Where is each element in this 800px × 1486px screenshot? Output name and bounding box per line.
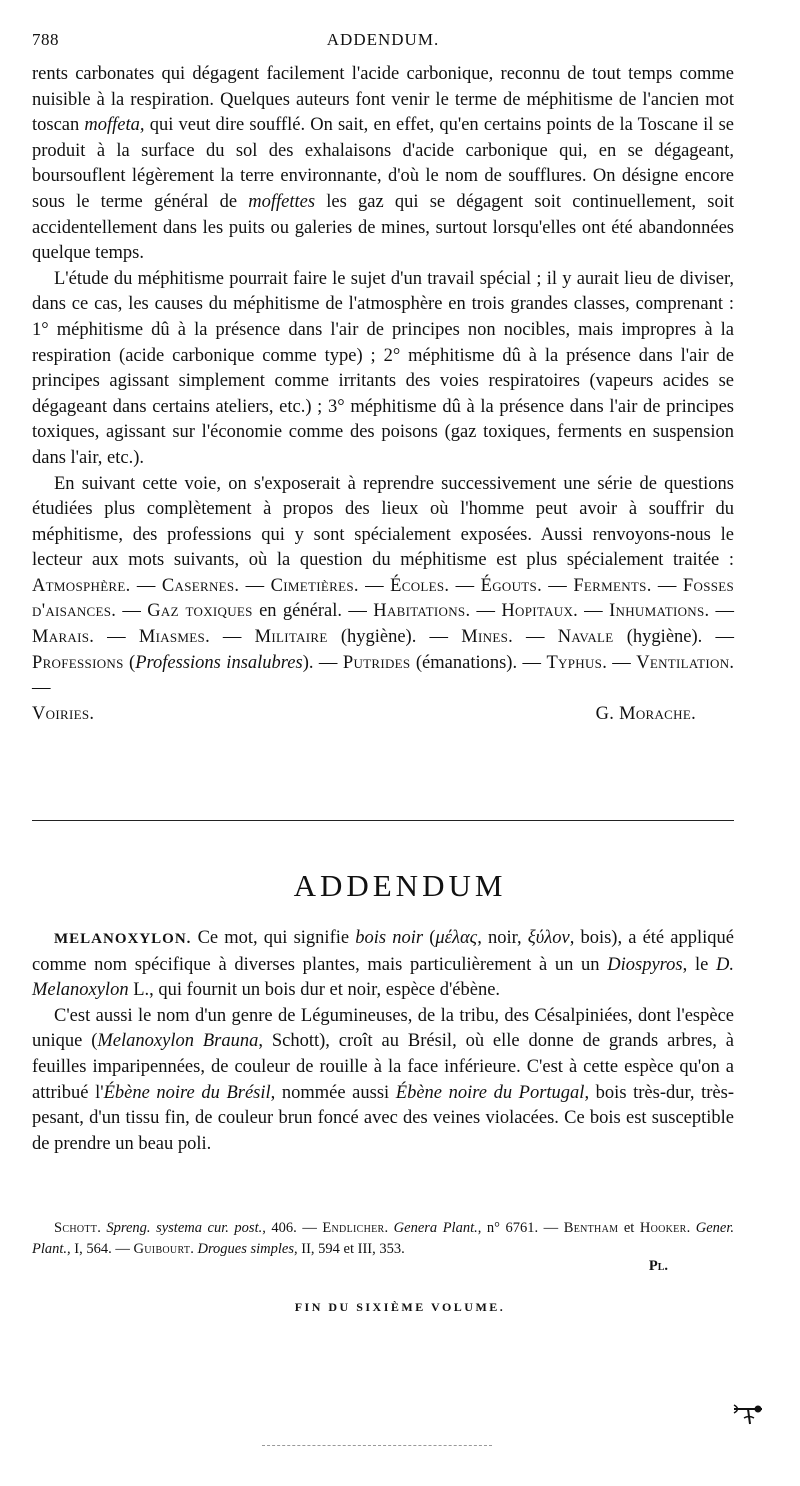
text-run: . (384, 1220, 394, 1236)
small-caps-run: Ferments (573, 575, 647, 596)
small-caps-run: Navale (557, 627, 614, 648)
text-run: , nommée aussi (270, 1082, 396, 1103)
small-caps-run: Typhus (546, 652, 603, 673)
small-caps-run: Guibourt (133, 1241, 191, 1257)
paragraph-moffettes-1 (32, 62, 734, 267)
small-caps-run: Fosses d'aisances (32, 575, 735, 622)
small-caps-run: Hooker (639, 1220, 687, 1236)
small-caps-run: Écoles (390, 575, 445, 596)
text-run: . — (111, 601, 148, 622)
small-caps-run: Endlicher (322, 1220, 385, 1236)
paragraph-moffettes-2: L'étude du méphitisme pourrait faire le sujet d'un travail spécial ; il y aurait lieu de diviser, dans ce cas, les causes du méphitisme de l'atmosphère en trois grandes classes, comprenant : 1° méphitisme dû à la présence dans l'air de principes non nocibles, mais impropres à la respiration (acide carbonique comme type) ; 2° méphitisme dû à la présence dans l'air de principes agissant simplement comme irritants des voies respiratoires (vapeurs acides se dégageant dans certains ateliers, etc.) ; 3° méphitisme dû à la présence dans l'air de principes toxiques, agissant sur l'économie comme des poisons (gaz toxiques, ferments en suspension dans l'air, etc.). (32, 268, 734, 468)
text-run: . — (646, 575, 683, 596)
printer-ornament-icon (731, 1400, 765, 1426)
text-run: . — (508, 627, 558, 648)
italic-run: Drogues simples (197, 1241, 295, 1257)
small-caps-run: Professions (32, 652, 124, 673)
paragraph-moffettes-3 (32, 472, 734, 702)
text-run: . — (465, 601, 502, 622)
small-caps-run: Mines (461, 627, 509, 648)
headword: MELANOXYLON. (54, 931, 192, 947)
page-number: 788 (32, 30, 59, 49)
text-run: (hygiène). — (327, 627, 462, 648)
text-run: (émanations). — (410, 652, 547, 673)
text-run: . — (234, 575, 271, 596)
text-run: les gaz qui se dégagent soit continuellement, soit accidentellement dans les puits ou galeries de mines, surtout lorsqu'elles ont été abandonnées quelque temps. (32, 191, 734, 264)
author-initials: Pl. (648, 1258, 668, 1274)
italic-run: moffeta, (84, 115, 145, 136)
signature-line (32, 702, 734, 728)
text-run: , II, 594 et III, 353. (294, 1241, 405, 1257)
small-caps-run: Militaire (254, 627, 328, 648)
text-run: . (686, 1220, 696, 1236)
end-of-volume-note: FIN DU SIXIÈME VOLUME. (294, 1300, 506, 1314)
text-run: . — (602, 652, 637, 673)
small-caps-run: Putrides (342, 652, 411, 673)
italic-run: Melanoxylon Brauna (97, 1031, 259, 1052)
text-run: , le (682, 954, 716, 975)
small-caps-run: Habitations (373, 601, 466, 622)
text-run: . — (704, 601, 735, 622)
small-caps-run: Ventilation (636, 652, 730, 673)
italic-run: Diospyros (607, 954, 683, 975)
small-caps-run: Marais (32, 627, 90, 648)
small-caps-run: Hopitaux (501, 601, 574, 622)
small-caps-run: Schott (54, 1220, 98, 1236)
text-run: (hygiène). — (613, 627, 734, 648)
text-run: ( (123, 652, 136, 673)
italic-run: Gener. Plant. (32, 1220, 734, 1257)
text-run: , Schott), croît au Brésil, où elle donne de grands arbres, à feuilles imparipennées, de couleur de rouille à la face inférieure. C'est à cette espèce qu'on a attribué l' (32, 1031, 735, 1103)
text-run: en général. — (252, 601, 374, 622)
bibliography (32, 1218, 734, 1260)
paragraph-melanoxylon-1 (32, 926, 734, 1004)
small-caps-run: Gaz toxiques (147, 601, 253, 622)
small-caps-run: Atmosphère (32, 575, 126, 596)
text-run: qui veut dire soufflé. On sait, en effet, qu'en certains points de la Toscane il se produit à la surface du sol des exhalaisons d'acide carbonique qui, en se dégageant, boursouflent légèrement la terre environnante, d'où le nom de soufflures. On désigne encore sous le terme général de (32, 115, 734, 212)
italic-run: moffettes (248, 191, 316, 212)
italic-run: Ébène noire du Portugal (395, 1082, 585, 1103)
running-title: ADDENDUM. (326, 30, 440, 49)
italic-run: Spreng. systema cur. post. (106, 1220, 263, 1236)
text-run: . — (573, 601, 610, 622)
italic-run: D. Melanoxylon (32, 954, 734, 1001)
small-caps-run: Cimetières (270, 575, 354, 596)
text-run: L., qui fournit un bois dur et noir, espèce d'ébène. (128, 980, 501, 1001)
faint-bottom-rule (262, 1445, 492, 1446)
text-run: ( (423, 928, 436, 948)
text-run: , n° 6761. — (477, 1220, 564, 1236)
text-run: , bois), a été appliqué comme nom spécifique à diverses plantes, mais particulièrement à un un (32, 928, 734, 975)
italic-run: μέλας (435, 928, 478, 948)
text-run: . — (537, 575, 574, 596)
text-run: , bois très-dur, très-pesant, d'un tissu fin, de couleur brun foncé avec des veines violacées. Ce bois est susceptible de prendre un beau poli. (32, 1082, 734, 1154)
text-run: . (97, 1220, 107, 1236)
section-divider (32, 820, 734, 821)
text-run: Ce mot, qui signifie (191, 928, 356, 948)
text-run: . — (32, 652, 735, 699)
text-run: . — (89, 627, 139, 648)
small-caps-run: Inhumations (609, 601, 705, 622)
italic-run: Genera Plant. (393, 1220, 478, 1236)
small-caps-run: Bentham (563, 1220, 619, 1236)
text-run: , I, 564. — (67, 1241, 134, 1257)
small-caps-run: Miasmes (138, 627, 206, 648)
melanoxylon-entry (32, 926, 734, 1157)
text-run: , 406. — (262, 1220, 323, 1236)
page-header (32, 30, 734, 54)
italic-run: Ébène noire du Brésil (103, 1082, 271, 1103)
text-run: En suivant cette voie, on s'exposerait à reprendre successivement une série de questions étudiées plus complètement à propos des lieux où l'homme peut avoir à souffrir du méphitisme, des professions qui y sont spécialement exposées. Aussi renvoyons-nous le lecteur aux mots suivants, où la question du méphitisme est plus spécialement traitée : (32, 473, 734, 571)
text-run: rents carbonates qui dégagent facilement l'acide carbonique, reconnu de tout temps comme nuisible à la respiration. Quelques auteurs font venir le terme de méphitisme de l'ancien mot toscan (32, 64, 734, 136)
text-run: et (618, 1220, 640, 1236)
italic-run: ξύλον (527, 928, 570, 948)
italic-run: Professions insalubres (135, 652, 303, 673)
last-cross-reference: Voiries. (32, 703, 95, 724)
small-caps-run: Égouts (480, 575, 538, 596)
text-run: C'est aussi le nom d'un genre de Légumineuses, de la tribu, des Césalpiniées, dont l'espèce unique ( (32, 1005, 734, 1052)
section-title: ADDENDUM (293, 868, 507, 903)
text-run: . — (205, 627, 255, 648)
moffettes-entry (32, 62, 734, 727)
paragraph-melanoxylon-2 (32, 1004, 734, 1158)
text-run: . (190, 1241, 198, 1257)
text-run: , noir, (477, 928, 528, 948)
author-signature: G. Morache. (595, 703, 696, 724)
text-run: . — (444, 575, 481, 596)
italic-run: bois noir (355, 928, 424, 948)
small-caps-run: Casernes (161, 575, 235, 596)
text-run: . — (353, 575, 391, 596)
text-run: ). — (302, 652, 343, 673)
text-run: . — (125, 575, 162, 596)
